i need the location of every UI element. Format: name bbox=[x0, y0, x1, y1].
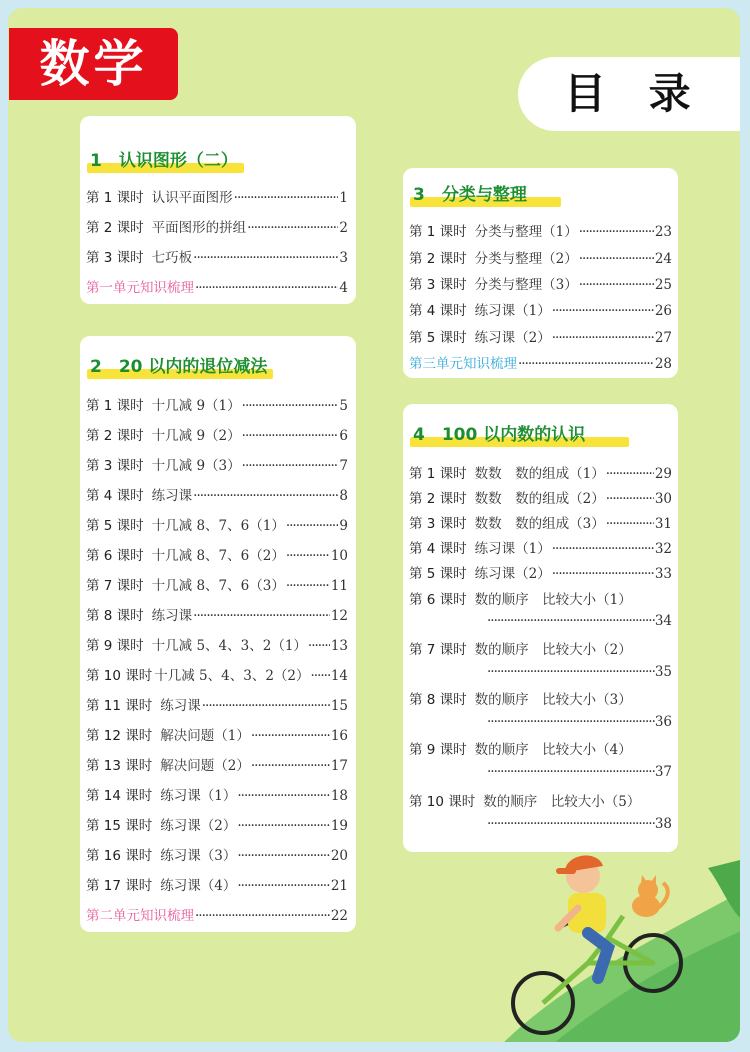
toc-header-title: 目 录 bbox=[518, 57, 740, 131]
toc-entry[interactable]: 第 6 课时 十几减 8、7、6（2） ····· 10 bbox=[86, 544, 348, 564]
toc-entry[interactable]: 第 7 课时 十几减 8、7、6（3） ····· 11 bbox=[86, 574, 348, 594]
toc-entry-leader[interactable]: ····· 37 bbox=[487, 764, 672, 780]
unit1-review-entry[interactable]: 第一单元知识梳理 ····· 4 bbox=[86, 276, 348, 296]
toc-entry[interactable]: 第 1 课时 认识平面图形 ····· 1 bbox=[86, 186, 348, 206]
unit2-card bbox=[80, 336, 356, 932]
toc-entry-leader[interactable]: ····· 35 bbox=[487, 664, 672, 680]
toc-entry[interactable]: 第 3 课时 七巧板 ····· 3 bbox=[86, 246, 348, 266]
unit2-review-entry[interactable]: 第二单元知识梳理 ····· 22 bbox=[86, 904, 348, 924]
toc-entry[interactable]: 第 11 课时 练习课 ····· 15 bbox=[86, 694, 348, 714]
boy-on-bicycle-illustration bbox=[458, 828, 740, 1042]
unit4-card bbox=[403, 404, 678, 852]
unit3-card bbox=[403, 168, 678, 378]
toc-entry[interactable]: 第 8 课时 练习课 ····· 12 bbox=[86, 604, 348, 624]
toc-entry-leader[interactable]: ····· 36 bbox=[487, 714, 672, 730]
toc-entry[interactable]: 第 3 课时 数数 数的组成（3） ····· 31 bbox=[409, 512, 672, 532]
toc-entry[interactable]: 第 7 课时 数的顺序 比较大小（2） bbox=[409, 642, 632, 658]
toc-entry[interactable]: 第 2 课时 平面图形的拼组 ····· 2 bbox=[86, 216, 348, 236]
toc-entry[interactable]: 第 15 课时 练习课（2） ····· 19 bbox=[86, 814, 348, 834]
subject-banner: 数学 bbox=[9, 28, 178, 100]
toc-entry[interactable]: 第 3 课时 十几减 9（3） ····· 7 bbox=[86, 454, 348, 474]
unit4-title: 4 100 以内数的认识 bbox=[413, 420, 585, 445]
toc-entry[interactable]: 第 6 课时 数的顺序 比较大小（1） bbox=[409, 592, 632, 608]
toc-entry[interactable]: 第 2 课时 分类与整理（2） ····· 24 bbox=[409, 247, 672, 267]
toc-entry[interactable]: 第 4 课时 练习课 ····· 8 bbox=[86, 484, 348, 504]
unit1-title: 1 认识图形（二） bbox=[90, 146, 238, 171]
toc-entry[interactable]: 第 16 课时 练习课（3） ····· 20 bbox=[86, 844, 348, 864]
toc-entry[interactable]: 第 13 课时 解决问题（2） ····· 17 bbox=[86, 754, 348, 774]
toc-entry-leader[interactable]: ····· 34 bbox=[487, 613, 672, 629]
toc-entry[interactable]: 第 8 课时 数的顺序 比较大小（3） bbox=[409, 692, 632, 708]
toc-entry[interactable]: 第 10 课时 十几减 5、4、3、2（2） ····· 14 bbox=[86, 664, 348, 684]
toc-entry[interactable]: 第 1 课时 十几减 9（1） ····· 5 bbox=[86, 394, 348, 414]
toc-entry[interactable]: 第 1 课时 分类与整理（1） ····· 23 bbox=[409, 220, 672, 240]
toc-page bbox=[8, 8, 740, 1042]
toc-entry[interactable]: 第 12 课时 解决问题（1） ····· 16 bbox=[86, 724, 348, 744]
toc-entry-leader[interactable]: ····· 38 bbox=[487, 816, 672, 832]
unit1-card bbox=[80, 116, 356, 304]
toc-entry[interactable]: 第 2 课时 数数 数的组成（2） ····· 30 bbox=[409, 487, 672, 507]
unit2-title: 2 20 以内的退位减法 bbox=[90, 352, 267, 377]
toc-entry[interactable]: 第 17 课时 练习课（4） ····· 21 bbox=[86, 874, 348, 894]
toc-entry[interactable]: 第 5 课时 练习课（2） ····· 33 bbox=[409, 562, 672, 582]
toc-entry[interactable]: 第 3 课时 分类与整理（3） ····· 25 bbox=[409, 273, 672, 293]
toc-entry[interactable]: 第 10 课时 数的顺序 比较大小（5） bbox=[409, 794, 641, 810]
toc-entry[interactable]: 第 9 课时 十几减 5、4、3、2（1） ····· 13 bbox=[86, 634, 348, 654]
toc-entry[interactable]: 第 5 课时 练习课（2） ····· 27 bbox=[409, 326, 672, 346]
toc-entry[interactable]: 第 5 课时 十几减 8、7、6（1） ····· 9 bbox=[86, 514, 348, 534]
toc-entry[interactable]: 第 9 课时 数的顺序 比较大小（4） bbox=[409, 742, 632, 758]
unit3-review-entry[interactable]: 第三单元知识梳理 ····· 28 bbox=[409, 352, 672, 372]
toc-entry[interactable]: 第 2 课时 十几减 9（2） ····· 6 bbox=[86, 424, 348, 444]
toc-entry[interactable]: 第 4 课时 练习课（1） ····· 26 bbox=[409, 299, 672, 319]
unit3-title: 3 分类与整理 bbox=[413, 180, 527, 205]
toc-entry[interactable]: 第 4 课时 练习课（1） ····· 32 bbox=[409, 537, 672, 557]
toc-entry[interactable]: 第 1 课时 数数 数的组成（1） ····· 29 bbox=[409, 462, 672, 482]
toc-entry[interactable]: 第 14 课时 练习课（1） ····· 18 bbox=[86, 784, 348, 804]
